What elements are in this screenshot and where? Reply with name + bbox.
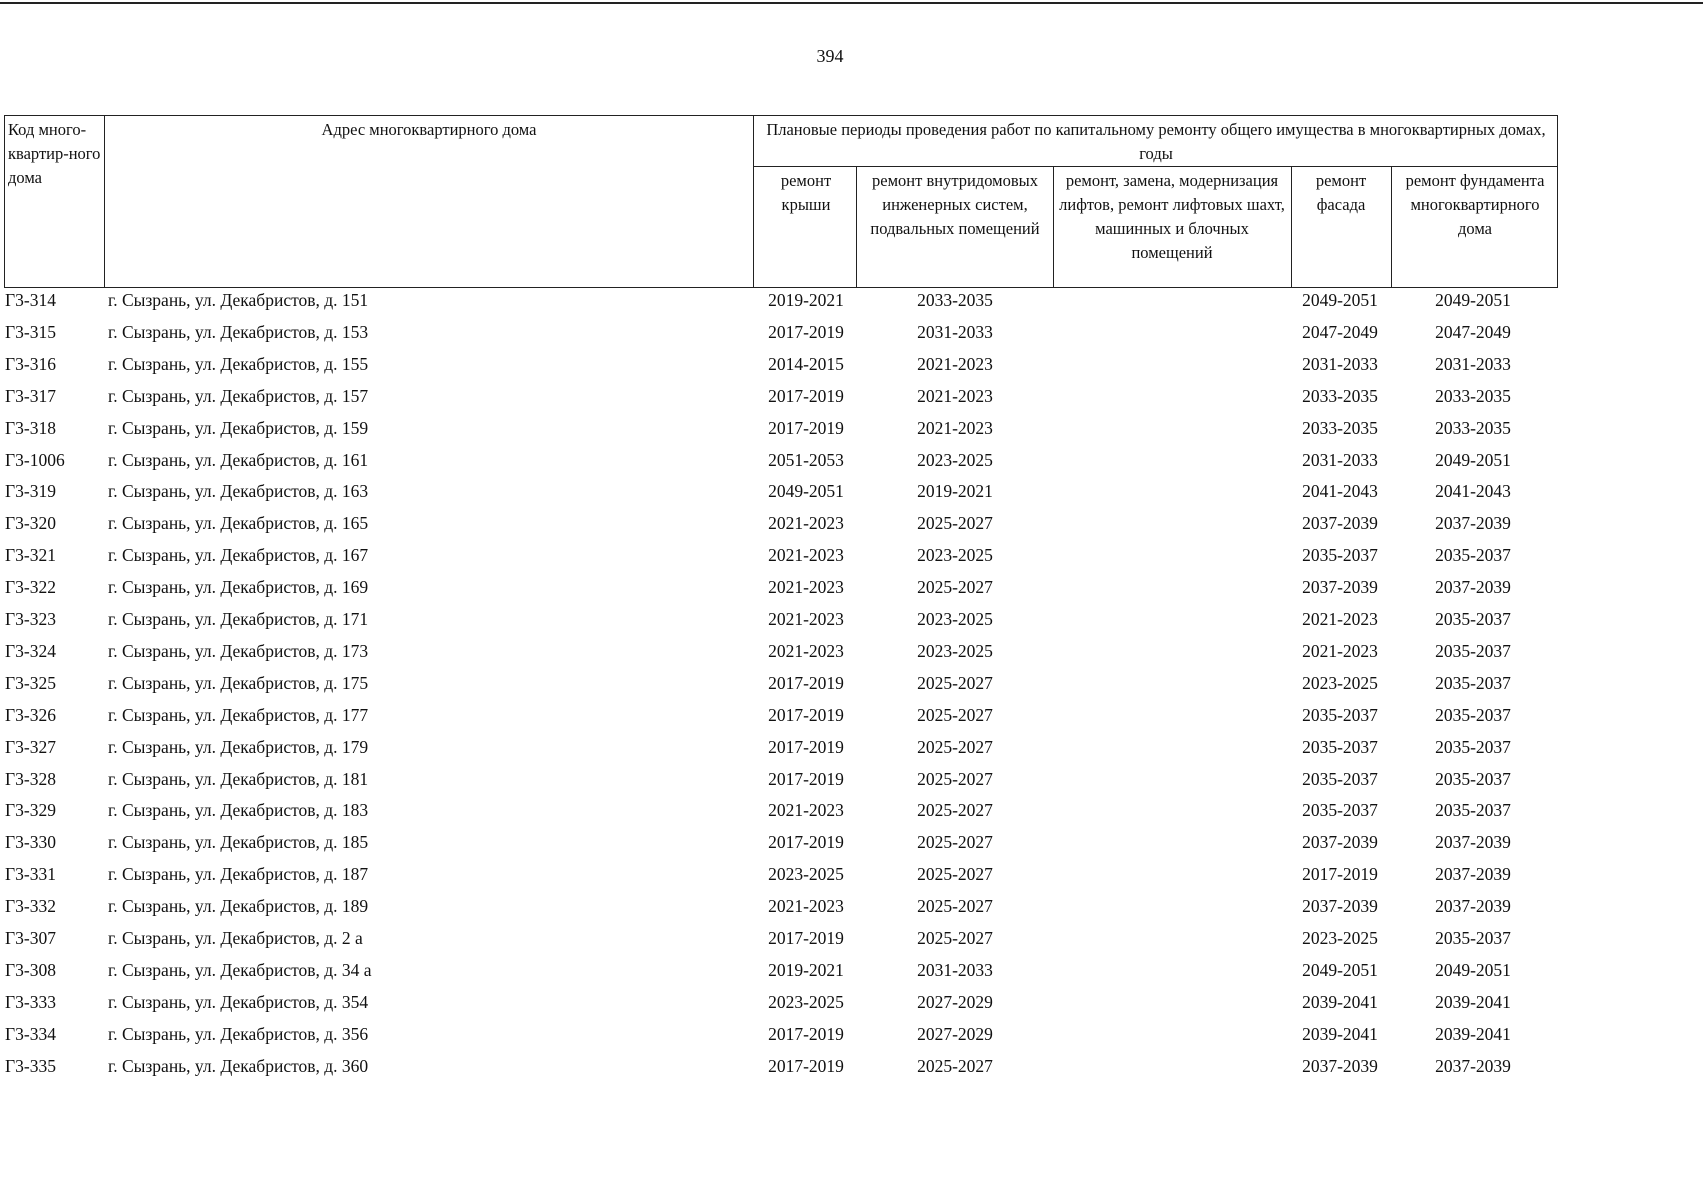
cell-roof: 2017-2019 — [768, 322, 844, 342]
cell-roof: 2017-2019 — [768, 1056, 844, 1076]
cell-engineering: 2021-2023 — [917, 386, 993, 406]
cell-engineering: 2023-2025 — [917, 450, 993, 470]
cell-roof: 2017-2019 — [768, 832, 844, 852]
table-row — [0, 703, 1703, 735]
cell-code: Г3-324 — [5, 641, 56, 661]
table-row — [0, 958, 1703, 990]
cell-engineering: 2025-2027 — [917, 769, 993, 789]
cell-foundation: 2035-2037 — [1435, 673, 1511, 693]
cell-foundation: 2035-2037 — [1435, 769, 1511, 789]
cell-facade: 2037-2039 — [1302, 513, 1378, 533]
table-row — [0, 1022, 1703, 1054]
cell-engineering: 2027-2029 — [917, 1024, 993, 1044]
cell-address: г. Сызрань, ул. Декабристов, д. 175 — [108, 673, 369, 693]
cell-roof: 2023-2025 — [768, 864, 844, 884]
cell-roof: 2014-2015 — [768, 354, 844, 374]
cell-facade: 2035-2037 — [1302, 769, 1378, 789]
cell-foundation: 2035-2037 — [1435, 928, 1511, 948]
cell-code: Г3-326 — [5, 705, 56, 725]
cell-facade: 2041-2043 — [1302, 481, 1378, 501]
cell-engineering: 2025-2027 — [917, 737, 993, 757]
cell-facade: 2021-2023 — [1302, 641, 1378, 661]
cell-address: г. Сызрань, ул. Декабристов, д. 356 — [108, 1024, 369, 1044]
cell-address: г. Сызрань, ул. Декабристов, д. 185 — [108, 832, 369, 852]
cell-facade: 2033-2035 — [1302, 418, 1378, 438]
table-row — [0, 416, 1703, 448]
header-divider — [1291, 166, 1292, 288]
cell-code: Г3-318 — [5, 418, 56, 438]
cell-foundation: 2037-2039 — [1435, 513, 1511, 533]
cell-code: Г3-321 — [5, 545, 56, 565]
cell-code: Г3-322 — [5, 577, 56, 597]
cell-foundation: 2035-2037 — [1435, 800, 1511, 820]
cell-address: г. Сызрань, ул. Декабристов, д. 354 — [108, 992, 369, 1012]
cell-roof: 2017-2019 — [768, 769, 844, 789]
cell-engineering: 2025-2027 — [917, 864, 993, 884]
table-row — [0, 352, 1703, 384]
cell-foundation: 2037-2039 — [1435, 832, 1511, 852]
cell-roof: 2017-2019 — [768, 673, 844, 693]
cell-foundation: 2037-2039 — [1435, 896, 1511, 916]
cell-address: г. Сызрань, ул. Декабристов, д. 161 — [108, 450, 369, 470]
table-row — [0, 288, 1703, 320]
cell-code: Г3-323 — [5, 609, 56, 629]
cell-engineering: 2023-2025 — [917, 609, 993, 629]
cell-address: г. Сызрань, ул. Декабристов, д. 155 — [108, 354, 369, 374]
table-row — [0, 830, 1703, 862]
cell-foundation: 2033-2035 — [1435, 386, 1511, 406]
cell-engineering: 2025-2027 — [917, 896, 993, 916]
cell-facade: 2031-2033 — [1302, 450, 1378, 470]
cell-facade: 2033-2035 — [1302, 386, 1378, 406]
cell-facade: 2037-2039 — [1302, 577, 1378, 597]
cell-foundation: 2035-2037 — [1435, 609, 1511, 629]
cell-foundation: 2033-2035 — [1435, 418, 1511, 438]
cell-code: Г3-319 — [5, 481, 56, 501]
cell-roof: 2017-2019 — [768, 418, 844, 438]
cell-foundation: 2039-2041 — [1435, 1024, 1511, 1044]
cell-foundation: 2049-2051 — [1435, 960, 1511, 980]
cell-address: г. Сызрань, ул. Декабристов, д. 177 — [108, 705, 369, 725]
cell-roof: 2021-2023 — [768, 577, 844, 597]
cell-code: Г3-331 — [5, 864, 56, 884]
cell-roof: 2017-2019 — [768, 737, 844, 757]
header-foundation: ремонт фундамента многоквартирного дома — [1405, 171, 1545, 238]
cell-foundation: 2035-2037 — [1435, 705, 1511, 725]
cell-code: Г3-332 — [5, 896, 56, 916]
cell-facade: 2035-2037 — [1302, 545, 1378, 565]
cell-code: Г3-327 — [5, 737, 56, 757]
cell-roof: 2021-2023 — [768, 609, 844, 629]
cell-code: Г3-1006 — [5, 450, 65, 470]
cell-address: г. Сызрань, ул. Декабристов, д. 157 — [108, 386, 369, 406]
cell-foundation: 2039-2041 — [1435, 992, 1511, 1012]
table-row — [0, 479, 1703, 511]
table-row — [0, 384, 1703, 416]
cell-roof: 2021-2023 — [768, 641, 844, 661]
cell-roof: 2051-2053 — [768, 450, 844, 470]
table-row — [0, 990, 1703, 1022]
cell-code: Г3-329 — [5, 800, 56, 820]
cell-facade: 2021-2023 — [1302, 609, 1378, 629]
cell-address: г. Сызрань, ул. Декабристов, д. 187 — [108, 864, 369, 884]
cell-facade: 2035-2037 — [1302, 705, 1378, 725]
table-row — [0, 894, 1703, 926]
table-row — [0, 735, 1703, 767]
table-row — [0, 1054, 1703, 1086]
cell-engineering: 2025-2027 — [917, 832, 993, 852]
cell-foundation: 2047-2049 — [1435, 322, 1511, 342]
table-row — [0, 767, 1703, 799]
top-rule — [0, 2, 1703, 4]
cell-code: Г3-316 — [5, 354, 56, 374]
cell-facade: 2039-2041 — [1302, 1024, 1378, 1044]
cell-roof: 2017-2019 — [768, 705, 844, 725]
cell-foundation: 2037-2039 — [1435, 864, 1511, 884]
cell-engineering: 2021-2023 — [917, 418, 993, 438]
cell-foundation: 2037-2039 — [1435, 577, 1511, 597]
header-divider — [1391, 166, 1392, 288]
cell-engineering: 2033-2035 — [917, 290, 993, 310]
cell-facade: 2035-2037 — [1302, 737, 1378, 757]
cell-code: Г3-335 — [5, 1056, 56, 1076]
cell-address: г. Сызрань, ул. Декабристов, д. 2 а — [108, 928, 363, 948]
cell-engineering: 2025-2027 — [917, 1056, 993, 1076]
cell-address: г. Сызрань, ул. Декабристов, д. 169 — [108, 577, 369, 597]
cell-address: г. Сызрань, ул. Декабристов, д. 181 — [108, 769, 369, 789]
cell-roof: 2023-2025 — [768, 992, 844, 1012]
cell-code: Г3-317 — [5, 386, 56, 406]
header-facade: ремонт фасада — [1315, 171, 1367, 214]
cell-facade: 2035-2037 — [1302, 800, 1378, 820]
cell-facade: 2049-2051 — [1302, 290, 1378, 310]
cell-address: г. Сызрань, ул. Декабристов, д. 171 — [108, 609, 369, 629]
cell-facade: 2039-2041 — [1302, 992, 1378, 1012]
table-row — [0, 448, 1703, 480]
table-row — [0, 543, 1703, 575]
header-periods: Плановые периоды проведения работ по капитальному ремонту общего имущества в многоквартирных домах, годы — [766, 120, 1546, 163]
cell-foundation: 2031-2033 — [1435, 354, 1511, 374]
cell-roof: 2049-2051 — [768, 481, 844, 501]
cell-facade: 2023-2025 — [1302, 673, 1378, 693]
cell-foundation: 2037-2039 — [1435, 1056, 1511, 1076]
cell-foundation: 2041-2043 — [1435, 481, 1511, 501]
cell-facade: 2037-2039 — [1302, 1056, 1378, 1076]
cell-engineering: 2031-2033 — [917, 322, 993, 342]
cell-code: Г3-325 — [5, 673, 56, 693]
cell-engineering: 2023-2025 — [917, 641, 993, 661]
cell-roof: 2017-2019 — [768, 928, 844, 948]
cell-engineering: 2025-2027 — [917, 513, 993, 533]
cell-foundation: 2049-2051 — [1435, 450, 1511, 470]
header-roof: ремонт крыши — [780, 171, 832, 214]
header-divider — [1053, 166, 1054, 288]
cell-foundation: 2035-2037 — [1435, 545, 1511, 565]
header-code: Код много-квартир-ного дома — [8, 120, 101, 187]
header-divider — [856, 166, 857, 288]
cell-foundation: 2035-2037 — [1435, 641, 1511, 661]
cell-facade: 2037-2039 — [1302, 832, 1378, 852]
cell-address: г. Сызрань, ул. Декабристов, д. 151 — [108, 290, 369, 310]
cell-roof: 2019-2021 — [768, 290, 844, 310]
cell-facade: 2031-2033 — [1302, 354, 1378, 374]
table-row — [0, 607, 1703, 639]
table-row — [0, 862, 1703, 894]
cell-address: г. Сызрань, ул. Декабристов, д. 173 — [108, 641, 369, 661]
cell-engineering: 2031-2033 — [917, 960, 993, 980]
cell-address: г. Сызрань, ул. Декабристов, д. 183 — [108, 800, 369, 820]
cell-address: г. Сызрань, ул. Декабристов, д. 163 — [108, 481, 369, 501]
cell-code: Г3-328 — [5, 769, 56, 789]
cell-roof: 2019-2021 — [768, 960, 844, 980]
header-divider — [753, 166, 1557, 167]
table-row — [0, 511, 1703, 543]
cell-facade: 2047-2049 — [1302, 322, 1378, 342]
cell-roof: 2021-2023 — [768, 513, 844, 533]
header-engineering: ремонт внутридомовых инженерных систем, подвальных помещений — [870, 171, 1040, 238]
cell-address: г. Сызрань, ул. Декабристов, д. 34 а — [108, 960, 372, 980]
cell-code: Г3-307 — [5, 928, 56, 948]
cell-foundation: 2049-2051 — [1435, 290, 1511, 310]
cell-code: Г3-334 — [5, 1024, 56, 1044]
cell-engineering: 2021-2023 — [917, 354, 993, 374]
cell-foundation: 2035-2037 — [1435, 737, 1511, 757]
cell-facade: 2023-2025 — [1302, 928, 1378, 948]
table-row — [0, 575, 1703, 607]
header-divider — [753, 116, 754, 288]
cell-facade: 2017-2019 — [1302, 864, 1378, 884]
table-row — [0, 926, 1703, 958]
cell-engineering: 2019-2021 — [917, 481, 993, 501]
cell-address: г. Сызрань, ул. Декабристов, д. 167 — [108, 545, 369, 565]
table-row — [0, 320, 1703, 352]
cell-code: Г3-330 — [5, 832, 56, 852]
cell-facade: 2049-2051 — [1302, 960, 1378, 980]
cell-address: г. Сызрань, ул. Декабристов, д. 159 — [108, 418, 369, 438]
cell-engineering: 2025-2027 — [917, 705, 993, 725]
cell-roof: 2017-2019 — [768, 386, 844, 406]
cell-code: Г3-315 — [5, 322, 56, 342]
cell-code: Г3-333 — [5, 992, 56, 1012]
cell-engineering: 2027-2029 — [917, 992, 993, 1012]
cell-address: г. Сызрань, ул. Декабристов, д. 360 — [108, 1056, 369, 1076]
cell-roof: 2021-2023 — [768, 896, 844, 916]
header-divider — [104, 116, 105, 288]
table-row — [0, 671, 1703, 703]
cell-engineering: 2025-2027 — [917, 577, 993, 597]
cell-code: Г3-308 — [5, 960, 56, 980]
cell-roof: 2017-2019 — [768, 1024, 844, 1044]
cell-facade: 2037-2039 — [1302, 896, 1378, 916]
cell-engineering: 2025-2027 — [917, 800, 993, 820]
cell-address: г. Сызрань, ул. Декабристов, д. 179 — [108, 737, 369, 757]
header-lifts: ремонт, замена, модернизация лифтов, ремонт лифтовых шахт, машинных и блочных помещений — [1059, 171, 1285, 262]
cell-engineering: 2025-2027 — [917, 928, 993, 948]
cell-code: Г3-320 — [5, 513, 56, 533]
cell-roof: 2021-2023 — [768, 800, 844, 820]
table-row — [0, 798, 1703, 830]
cell-address: г. Сызрань, ул. Декабристов, д. 189 — [108, 896, 369, 916]
header-address: Адрес многоквартирного дома — [321, 120, 537, 139]
cell-engineering: 2025-2027 — [917, 673, 993, 693]
table-row — [0, 639, 1703, 671]
cell-roof: 2021-2023 — [768, 545, 844, 565]
cell-address: г. Сызрань, ул. Декабристов, д. 153 — [108, 322, 369, 342]
page-number: 394 — [816, 46, 844, 66]
cell-address: г. Сызрань, ул. Декабристов, д. 165 — [108, 513, 369, 533]
cell-code: Г3-314 — [5, 290, 56, 310]
cell-engineering: 2023-2025 — [917, 545, 993, 565]
table-header — [4, 115, 1558, 288]
